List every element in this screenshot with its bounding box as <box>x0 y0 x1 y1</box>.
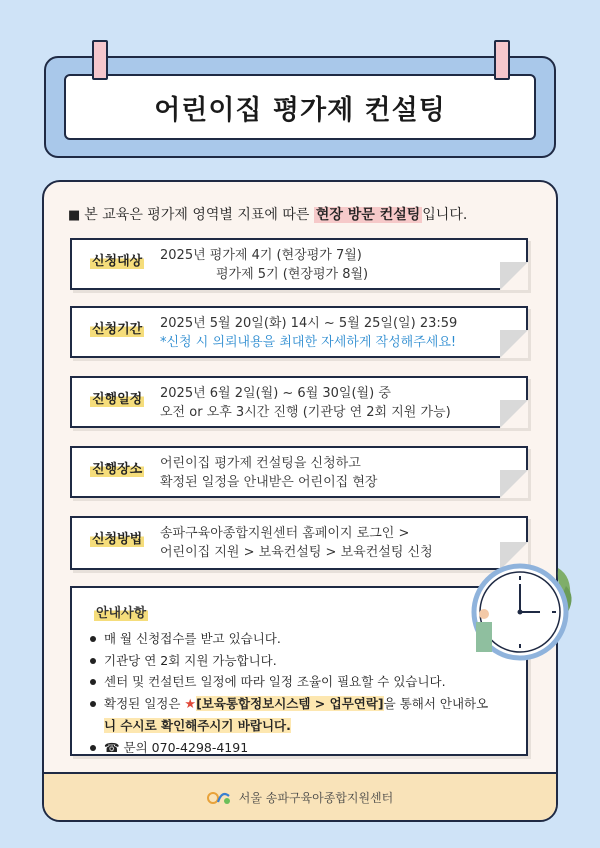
clip-right-icon <box>494 40 510 80</box>
section-text: 어린이집 평가제 컨설팅을 신청하고 확정된 일정을 안내받은 어린이집 현장 <box>160 456 378 490</box>
page-fold-icon <box>500 470 528 498</box>
page-fold-icon <box>500 262 528 290</box>
section-label: 진행일정 <box>90 388 144 407</box>
page-fold-icon <box>500 400 528 428</box>
system-highlight: [보육통합정보시스템 > 업무연락] <box>196 695 384 711</box>
intro-text: ■ 본 교육은 평가제 영역별 지표에 따른 현장 방문 컨설팅 입니다. <box>68 207 468 223</box>
title-panel <box>64 74 536 140</box>
section-text: 2025년 평가제 4기 (현장평가 7월) 평가제 5기 (현장평가 8월) <box>160 248 369 282</box>
square-bullet-icon: ■ <box>68 208 81 223</box>
notice-label: 안내사항 <box>94 602 148 621</box>
section-note: *신청 시 의뢰내용을 최대한 자세하게 작성해주세요! <box>160 335 457 350</box>
info-card <box>42 180 558 822</box>
notice-list <box>88 628 488 758</box>
section-label: 신청방법 <box>90 528 144 547</box>
list-item: 확정된 일정은 ★[보육통합정보시스템 > 업무연락]을 통해서 안내하오 <box>88 693 488 716</box>
section-text: 2025년 5월 20일(화) 14시 ~ 5월 25일(일) 23:59 *신청 시 의뢰내용을 최대한 자세하게 작성해주세요! <box>160 316 458 350</box>
list-item-continued: 니 수시로 확인해주시기 바랍니다. <box>104 718 291 733</box>
footer-brand: 서울 송파구육아종합지원센터 <box>238 790 394 805</box>
page-title: 어린이집 평가제 컨설팅 <box>154 94 446 126</box>
section-label: 신청대상 <box>90 250 144 269</box>
section-text: 송파구육아종합지원센터 홈페이지 로그인 > 어린이집 지원 > 보육컨설팅 > 보육컨설팅 신청 <box>160 526 433 560</box>
footer <box>44 772 556 820</box>
section-label: 진행장소 <box>90 458 144 477</box>
star-icon: ★ <box>184 696 197 712</box>
section-text: 2025년 6월 2일(월) ~ 6월 30일(월) 중 오전 or 오후 3시간 진행 (기관당 연 2회 지원 가능) <box>160 386 451 420</box>
list-item: 매 월 신청접수를 받고 있습니다. <box>88 628 488 650</box>
list-item: 기관당 연 2회 지원 가능합니다. <box>88 650 488 672</box>
list-item: 센터 및 컨설턴트 일정에 따라 일정 조율이 필요할 수 있습니다. <box>88 671 488 693</box>
intro-highlight: 현장 방문 컨설팅 <box>315 207 421 223</box>
section-method <box>70 516 528 570</box>
section-period <box>70 306 528 358</box>
center-logo-icon <box>207 788 233 806</box>
section-target <box>70 238 528 290</box>
section-schedule <box>70 376 528 428</box>
list-item: ☎ 문의 070-4298-4191 <box>88 737 488 759</box>
page-fold-icon <box>500 330 528 358</box>
title-board <box>44 56 556 158</box>
clip-left-icon <box>92 40 108 80</box>
clock-illustration-icon <box>470 556 580 666</box>
notice-box <box>70 586 528 756</box>
section-label: 신청기간 <box>90 318 144 337</box>
section-location <box>70 446 528 498</box>
